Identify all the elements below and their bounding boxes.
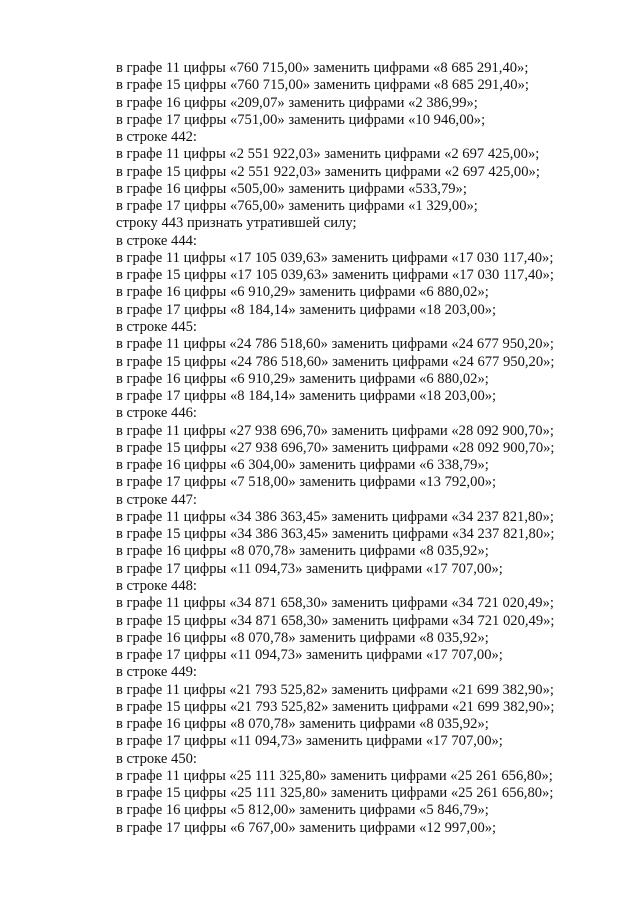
document-line: в графе 16 цифры «8 070,78» заменить цифрами «8 035,92»; — [116, 543, 489, 560]
document-line: в графе 16 цифры «6 910,29» заменить цифрами «6 880,02»; — [116, 370, 489, 387]
document-line: в графе 15 цифры «34 386 363,45» заменить цифрами «34 237 821,80»; — [116, 526, 555, 543]
document-line: в графе 15 цифры «21 793 525,82» заменить цифрами «21 699 382,90»; — [116, 698, 555, 715]
document-line: в графе 15 цифры «34 871 658,30» заменить цифрами «34 721 020,49»; — [116, 612, 555, 629]
document-line: в графе 16 цифры «8 070,78» заменить цифрами «8 035,92»; — [116, 629, 489, 646]
document-line: в графе 17 цифры «8 184,14» заменить цифрами «18 203,00»; — [116, 301, 497, 318]
document-line: в графе 17 цифры «11 094,73» заменить цифрами «17 707,00»; — [116, 647, 503, 664]
document-line: в строке 449: — [116, 664, 197, 681]
document-line: в графе 11 цифры «760 715,00» заменить цифрами «8 685 291,40»; — [116, 60, 529, 76]
document-line: в графе 16 цифры «5 812,00» заменить цифрами «5 846,79»; — [116, 802, 489, 819]
document-line: в графе 17 цифры «6 767,00» заменить цифрами «12 997,00»; — [116, 819, 497, 836]
document-line: в графе 15 цифры «25 111 325,80» заменить цифрами «25 261 656,80»; — [116, 785, 554, 802]
document-line: в графе 15 цифры «24 786 518,60» заменить цифрами «24 677 950,20»; — [116, 353, 555, 370]
document-line: в графе 15 цифры «17 105 039,63» заменить цифрами «17 030 117,40»; — [116, 267, 554, 284]
document-line: в графе 16 цифры «8 070,78» заменить цифрами «8 035,92»; — [116, 716, 489, 733]
document-line: в графе 16 цифры «6 304,00» заменить цифрами «6 338,79»; — [116, 457, 489, 474]
document-line: в строке 447: — [116, 491, 197, 508]
document-line: строку 443 признать утратившей силу; — [116, 215, 357, 232]
document-line: в графе 16 цифры «209,07» заменить цифрами «2 386,99»; — [116, 94, 478, 111]
document-line: в графе 17 цифры «8 184,14» заменить цифрами «18 203,00»; — [116, 388, 497, 405]
document-line: в графе 17 цифры «11 094,73» заменить цифрами «17 707,00»; — [116, 733, 503, 750]
document-line: в графе 16 цифры «505,00» заменить цифрами «533,79»; — [116, 180, 467, 197]
document-line: в строке 446: — [116, 405, 197, 422]
document-line: в графе 11 цифры «17 105 039,63» заменить цифрами «17 030 117,40»; — [116, 249, 554, 266]
document-line: в графе 11 цифры «34 871 658,30» заменить цифрами «34 721 020,49»; — [116, 595, 554, 612]
document-line: в строке 445: — [116, 318, 197, 335]
document-line: в графе 17 цифры «751,00» заменить цифрами «10 946,00»; — [116, 111, 486, 128]
document-line: в строке 450: — [116, 750, 197, 767]
document-line: в графе 11 цифры «24 786 518,60» заменить цифрами «24 677 950,20»; — [116, 336, 554, 353]
document-line: в строке 448: — [116, 577, 197, 594]
document-line: в строке 442: — [116, 129, 197, 146]
document-line: в графе 11 цифры «27 938 696,70» заменить цифрами «28 092 900,70»; — [116, 422, 554, 439]
document-line: в графе 11 цифры «2 551 922,03» заменить цифрами «2 697 425,00»; — [116, 146, 540, 163]
document-body — [116, 60, 616, 837]
document-line: в графе 17 цифры «11 094,73» заменить цифрами «17 707,00»; — [116, 560, 503, 577]
document-line: в строке 444: — [116, 232, 197, 249]
document-line: в графе 11 цифры «25 111 325,80» заменить цифрами «25 261 656,80»; — [116, 767, 553, 784]
document-line: в графе 17 цифры «765,00» заменить цифрами «1 329,00»; — [116, 198, 478, 215]
document-line: в графе 15 цифры «760 715,00» заменить цифрами «8 685 291,40»; — [116, 77, 529, 94]
document-line: в графе 15 цифры «2 551 922,03» заменить цифрами «2 697 425,00»; — [116, 163, 540, 180]
document-line: в графе 11 цифры «21 793 525,82» заменить цифрами «21 699 382,90»; — [116, 681, 554, 698]
document-line: в графе 11 цифры «34 386 363,45» заменить цифрами «34 237 821,80»; — [116, 508, 554, 525]
document-line: в графе 15 цифры «27 938 696,70» заменить цифрами «28 092 900,70»; — [116, 439, 555, 456]
document-line: в графе 17 цифры «7 518,00» заменить цифрами «13 792,00»; — [116, 474, 497, 491]
document-line: в графе 16 цифры «6 910,29» заменить цифрами «6 880,02»; — [116, 284, 489, 301]
